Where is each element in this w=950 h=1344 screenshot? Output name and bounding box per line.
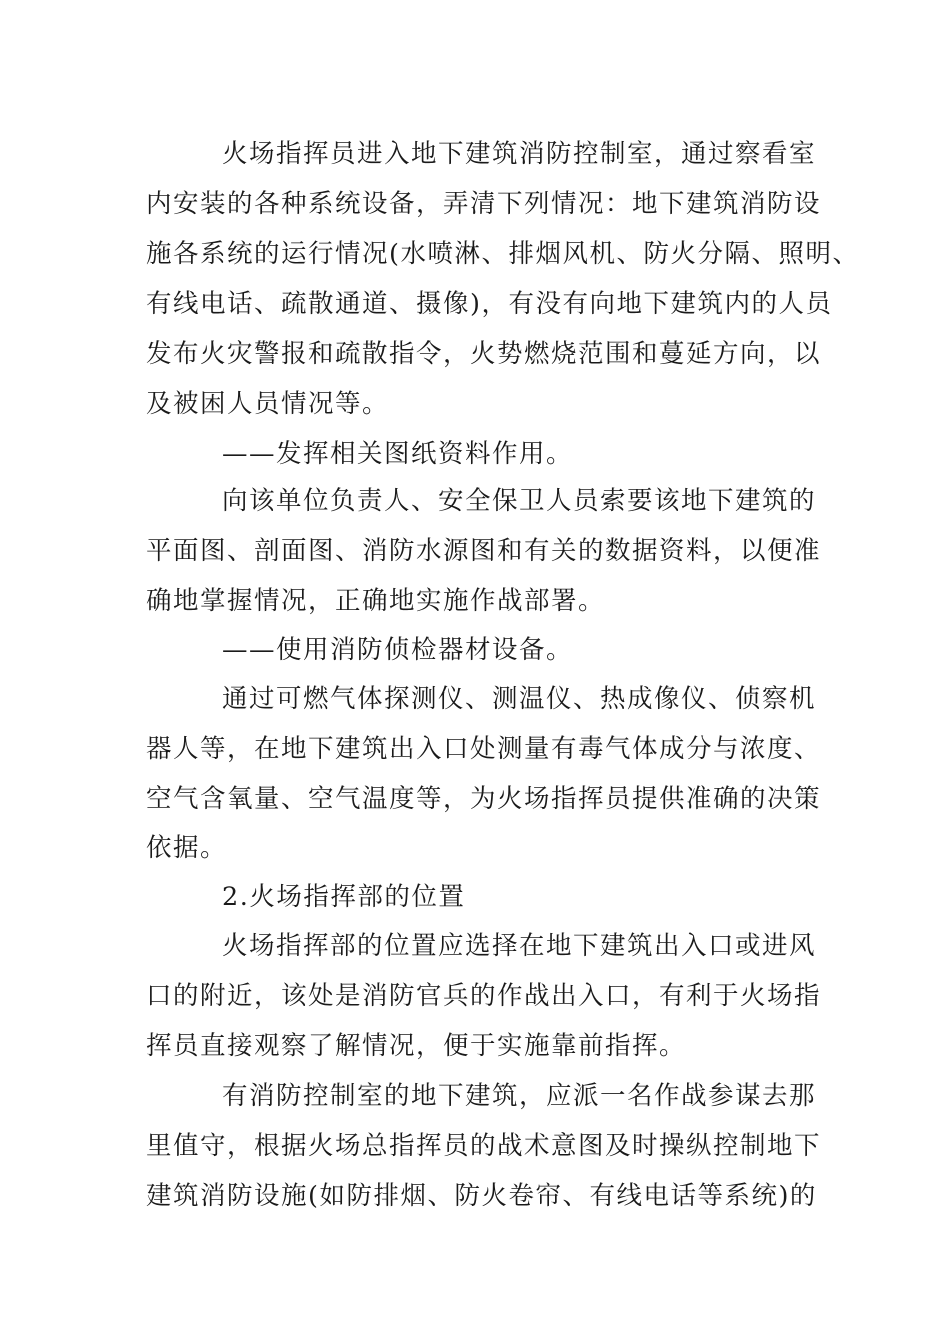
text-line: 向该单位负责人、安全保卫人员索要该地下建筑的 [222, 486, 817, 516]
text-line: 有线电话、疏散通道、摄像)，有没有向地下建筑内的人员 [146, 289, 833, 319]
text-line: 施各系统的运行情况(水喷淋、排烟风机、防火分隔、照明、 [146, 239, 860, 269]
text-line: 平面图、剖面图、消防水源图和有关的数据资料，以便准 [146, 536, 822, 566]
text-line: 挥员直接观察了解情况，便于实施靠前指挥。 [146, 1031, 687, 1061]
text-line: 器人等，在地下建筑出入口处测量有毒气体成分与浓度、 [146, 734, 822, 764]
text-line: 依据。 [146, 833, 228, 863]
text-line: 火场指挥员进入地下建筑消防控制室，通过察看室 [222, 139, 817, 169]
text-line: 建筑消防设施(如防排烟、防火卷帘、有线电话等系统)的 [146, 1181, 817, 1211]
text-line: 通过可燃气体探测仪、测温仪、热成像仪、侦察机 [222, 684, 817, 714]
text-line: 及被困人员情况等。 [146, 389, 390, 419]
section-heading: ——使用消防侦检器材设备。 [222, 635, 574, 665]
section-heading: 2.火场指挥部的位置 [222, 882, 466, 912]
text-line: 空气含氧量、空气温度等，为火场指挥员提供准确的决策 [146, 784, 822, 814]
text-line: 有消防控制室的地下建筑，应派一名作战参谋去那 [222, 1081, 817, 1111]
text-line: 火场指挥部的位置应选择在地下建筑出入口或进风 [222, 931, 817, 961]
text-line: 口的附近，该处是消防官兵的作战出入口，有利于火场指 [146, 981, 822, 1011]
text-line: 发布火灾警报和疏散指令，火势燃烧范围和蔓延方向，以 [146, 339, 822, 369]
text-line: 确地掌握情况，正确地实施作战部署。 [146, 586, 606, 616]
text-line: 内安装的各种系统设备，弄清下列情况：地下建筑消防设 [146, 189, 822, 219]
text-line: 里值守，根据火场总指挥员的战术意图及时操纵控制地下 [146, 1131, 822, 1161]
section-heading: ——发挥相关图纸资料作用。 [222, 439, 574, 469]
